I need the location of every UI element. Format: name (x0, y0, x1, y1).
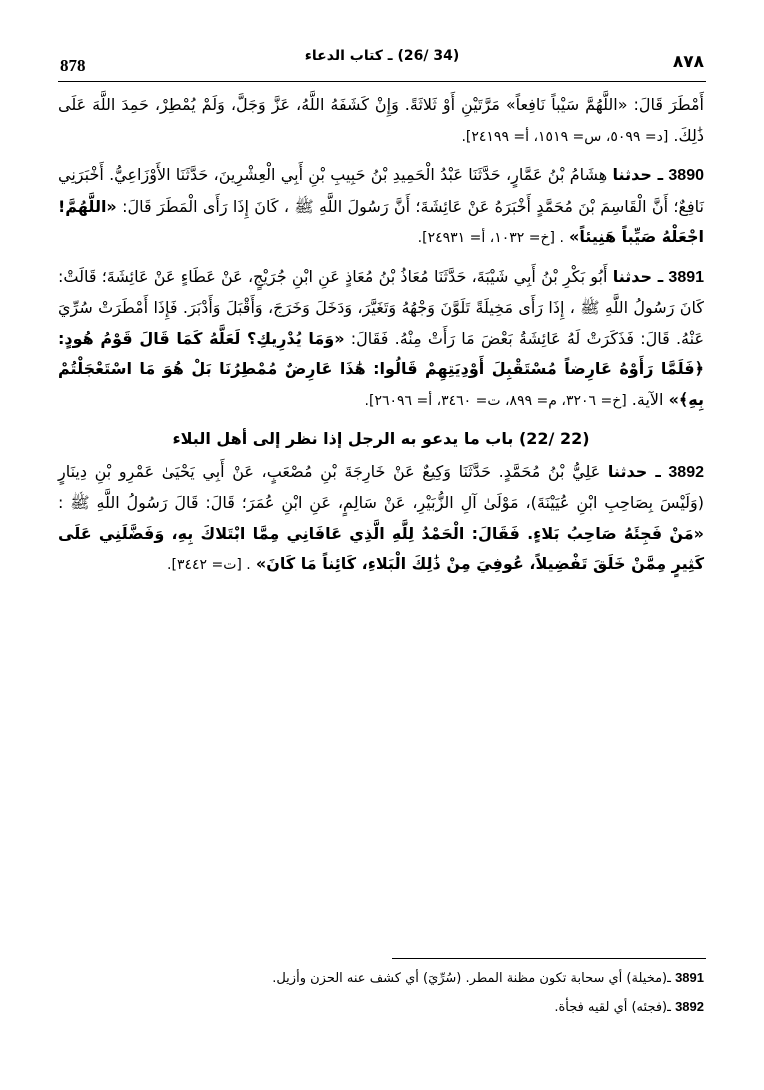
page-number-arabic: ٨٧٨ (672, 52, 704, 72)
footnote-text: ـ(فجئه) أي لقيه فجأة. (554, 1000, 671, 1015)
hadith-reference: [د= ٥٠٩٩، س= ١٥١٩، أ= ٢٤١٩٩]. (461, 128, 669, 145)
hadith-lead: ـ حدثنا (607, 461, 661, 481)
prophet-saying: «اللَّهُمَّ! اجْعَلْهُ صَيِّباً هَنِيئاً» (58, 196, 704, 246)
hadith-number: 3891 (668, 268, 705, 286)
hadith-lead: ـ حدثنا (612, 266, 664, 286)
hadith-reference: . [خ= ١٠٣٢، أ= ٢٤٩٣١]. (417, 230, 564, 246)
header-rule (58, 81, 706, 82)
prophet-saying: «وَمَا يُدْرِيكِ؟ لَعَلَّهُ كَمَا قَالَ قَوْمُ هُودٍ: ﴿فَلَمَّا رَأَوْهُ عَارِضاً مُسْتَقْبِلَ أَوْدِيَتِهِمْ قَالُوا: هَٰذَا عَارِضٌ مُمْطِرُنَا بَلْ هُوَ مَا اسْتَعْجَلْتُمْ بِهِ﴾» (58, 328, 704, 409)
footnotes (58, 964, 704, 1022)
footnote-number: 3891 (675, 970, 704, 985)
hadith-number: 3890 (668, 167, 704, 184)
hadith-tail: الآية. (631, 389, 664, 409)
hadith-text: أَمْطَرَ قَالَ: «اللَّهُمَّ سَيْباً نَافِعاً» مَرَّتَيْنِ أَوْ ثَلاثَةً. وَإِنْ كَشَفَهُ اللَّهُ، عَزَّ وَجَلَّ، وَلَمْ يُمْطِرْ، حَمِدَ اللَّهَ عَلَى ذَٰلِكَ. (58, 95, 704, 145)
footnote-item (58, 993, 704, 1022)
hadith-continuation (58, 90, 704, 152)
hadith-number: 3892 (668, 463, 704, 481)
hadith-3891 (58, 262, 704, 417)
hadith-text: أَبُو بَكْرِ بْنُ أَبِي شَيْبَةَ، حَدَّثَنَا مُعَاذُ بْنُ مُعَاذٍ عَنِ ابْنِ جُرَيْجٍ، عَنْ عَطَاءٍ عَنْ عَائِشَةَ؛ قَالَتْ: كَانَ رَسُولُ اللَّهِ ﷺ ، إِذَا رَأَى مَخِيلَةً تَلَوَّنَ وَجْهُهُ وَتَغَيَّرَ، وَدَخَلَ وَخَرَجَ، وَأَقْبَلَ وَأَدْبَرَ. فَإِذَا أَمْطَرَتْ سُرِّيَ عَنْهُ. قَالَ: فَذَكَرَتْ لَهُ عَائِشَةُ بَعْضَ مَا رَأَتْ مِنْهُ. فَقَالَ: (58, 266, 704, 348)
footnote-item (58, 964, 704, 993)
hadith-reference: . [ت= ٣٤٤٢]. (167, 557, 251, 573)
hadith-3890 (58, 160, 704, 254)
footnote-number: 3892 (675, 999, 704, 1014)
footnote-text: ـ(مخيلة) أي سحابة تكون مظنة المطر. (سُرِّيَ) أي كشف عنه الحزن وأزيل. (272, 971, 671, 986)
page-header (58, 40, 706, 80)
hadith-text: هِشَامُ بْنُ عَمَّارٍ، حَدَّثَنَا عَبْدُ الْحَمِيدِ بْنُ حَبِيبِ بْنِ أَبِي الْعِشْرِينَ، حَدَّثَنَا الأَوْزَاعِيُّ. أَخْبَرَنِي نَافِعٌ؛ أَنَّ الْقَاسِمَ بْنَ مُحَمَّدٍ أَخْبَرَهُ عَنْ عَائِشَةَ؛ أَنَّ رَسُولَ اللَّهِ ﷺ ، كَانَ إِذَا رَأَى الْمَطَرَ قَالَ: (58, 165, 704, 216)
hadith-text: عَلِيُّ بْنُ مُحَمَّدٍ. حَدَّثَنَا وَكِيعٌ عَنْ خَارِجَةَ بْنِ مُصْعَبٍ، عَنْ أَبِي يَحْيَىٰ عَمْرِو بْنِ دِينَارٍ (وَلَيْسَ بِصَاحِبِ ابْنِ عُيَيْنَةَ)، مَوْلَىٰ آلِ الزُّبَيْرِ، عَنْ سَالِمٍ، عَنِ ابْنِ عُمَرَ؛ قَالَ: قَالَ رَسُولُ اللَّهِ ﷺ : (58, 461, 704, 512)
hadith-reference: [خ= ٣٢٠٦، م= ٨٩٩، ت= ٣٤٦٠، أ= ٢٦٠٩٦]. (364, 392, 627, 409)
chapter-heading: (22 /22) باب ما يدعو به الرجل إذا نظر إلى أهل البلاء (172, 429, 590, 448)
footnote-rule (392, 958, 706, 959)
page-number-latin: 878 (60, 56, 86, 75)
main-text (58, 90, 704, 581)
prophet-saying: «مَنْ فَجِئَهُ صَاحِبُ بَلاءٍ. فَقَالَ: الْحَمْدُ لِلَّهِ الَّذِي عَافَانِي مِمَّا ابْتَلاكَ بِهِ، وَفَضَّلَنِي عَلَى كَثِيرٍ مِمَّنْ خَلَقَ تَفْضِيلاً، عُوفِيَ مِنْ ذَٰلِكَ الْبَلاءِ، كَائِناً مَا كَانَ» (58, 523, 704, 573)
hadith-3892 (58, 457, 704, 581)
hadith-lead: ـ حدثنا (612, 165, 664, 184)
running-title: (34 /26) ـ كتاب الدعاء (304, 48, 460, 64)
